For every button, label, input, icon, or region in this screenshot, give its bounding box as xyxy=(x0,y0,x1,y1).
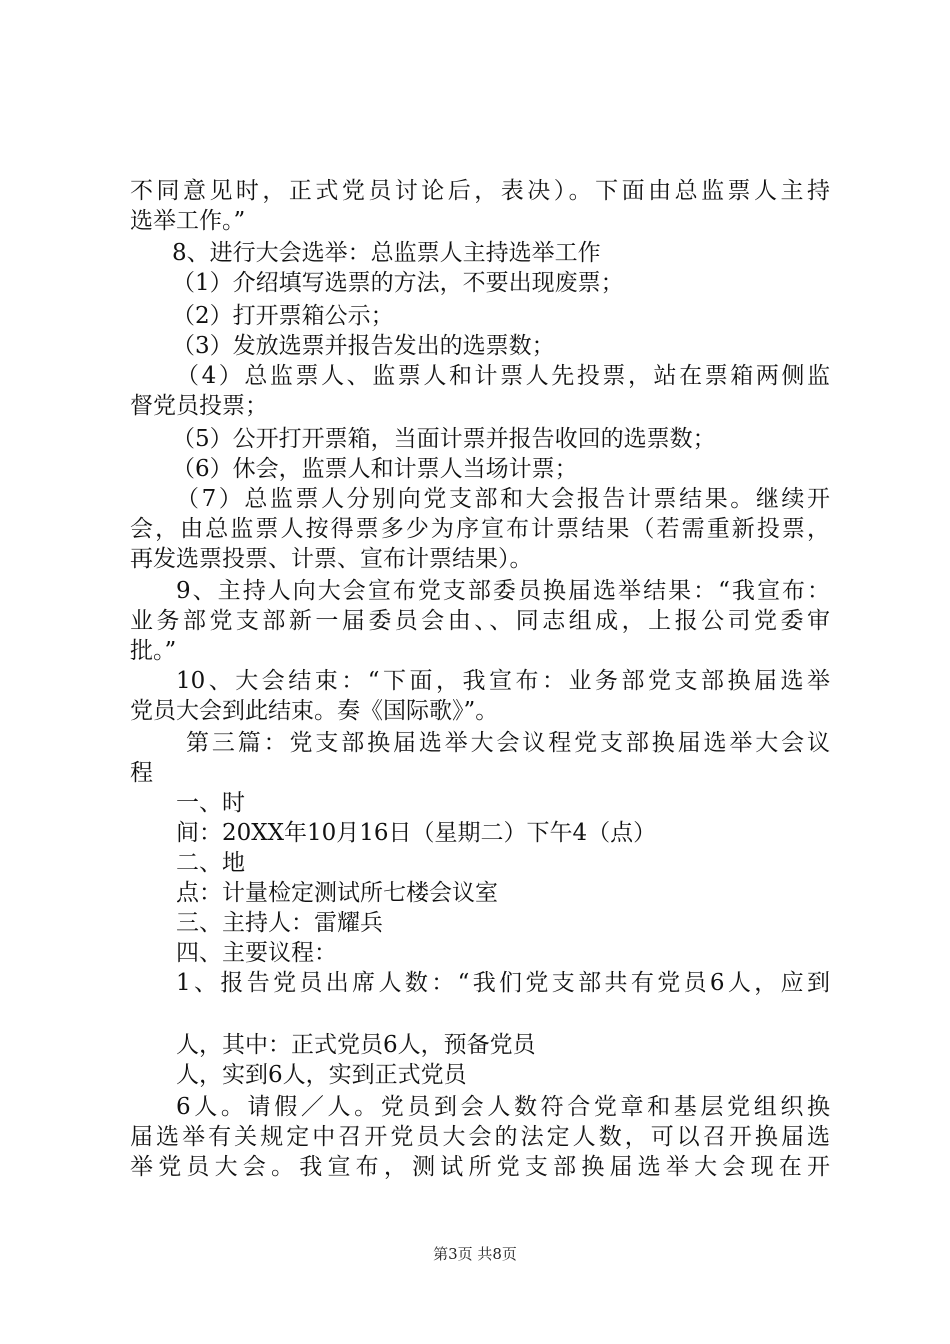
text-line: 人，其中：正式党员6人，预备党员 xyxy=(176,1032,536,1058)
text-line: （3）发放选票并报告发出的选票数； xyxy=(172,333,555,359)
page-footer: 第3页 共8页 xyxy=(433,1245,517,1263)
text-line: 督党员投票； xyxy=(130,393,268,419)
text-line: 人，实到6人，实到正式党员 xyxy=(176,1062,467,1088)
text-line: 间：20XX年10月16日（星期二）下午4（点） xyxy=(176,820,657,846)
text-line: 6人。请假／人。党员到会人数符合党章和基层党组织换 xyxy=(176,1094,830,1120)
text-line: 不同意见时，正式党员讨论后，表决）。下面由总监票人主持 xyxy=(130,178,830,204)
text-line: 批。” xyxy=(130,638,177,664)
text-line: 9、主持人向大会宣布党支部委员换届选举结果：“我宣布： xyxy=(176,578,830,604)
text-line: （7）总监票人分别向党支部和大会报告计票结果。继续开 xyxy=(176,486,830,512)
text-line: 10、大会结束：“下面，我宣布：业务部党支部换届选举 xyxy=(176,668,830,694)
text-line: （2）打开票箱公示； xyxy=(172,303,394,329)
text-line: （1）介绍填写选票的方法，不要出现废票； xyxy=(172,270,624,296)
text-line: 会，由总监票人按得票多少为序宣布计票结果（若需重新投票， xyxy=(130,516,830,542)
text-line: （5）公开打开票箱，当面计票并报告收回的选票数； xyxy=(172,426,716,452)
text-line: 选举工作。” xyxy=(130,208,246,234)
text-line: 点：计量检定测试所七楼会议室 xyxy=(176,880,498,906)
text-line: 党员大会到此结束。奏《国际歌》”。 xyxy=(130,698,499,724)
section-heading: 第三篇：党支部换届选举大会议程党支部换届选举大会议 xyxy=(186,730,830,756)
text-line: （4）总监票人、监票人和计票人先投票，站在票箱两侧监 xyxy=(176,363,830,389)
text-line: 一、时 xyxy=(176,790,245,816)
text-line: 8、进行大会选举：总监票人主持选举工作 xyxy=(172,240,601,266)
text-line: 届选举有关规定中召开党员大会的法定人数，可以召开换届选 xyxy=(130,1124,830,1150)
text-line: 四、主要议程： xyxy=(176,940,337,966)
text-line: 二、地 xyxy=(176,850,245,876)
text-line: 业务部党支部新一届委员会由、、同志组成，上报公司党委审 xyxy=(130,608,830,634)
text-line: 举党员大会。我宣布，测试所党支部换届选举大会现在开 xyxy=(130,1154,830,1180)
text-line: 再发选票投票、计票、宣布计票结果）。 xyxy=(130,546,533,572)
text-line: 程 xyxy=(130,760,153,786)
text-line: 1、报告党员出席人数：“我们党支部共有党员6人，应到 xyxy=(176,970,830,996)
text-line: （6）休会，监票人和计票人当场计票； xyxy=(172,456,578,482)
text-line: 三、主持人：雷耀兵 xyxy=(176,910,383,936)
